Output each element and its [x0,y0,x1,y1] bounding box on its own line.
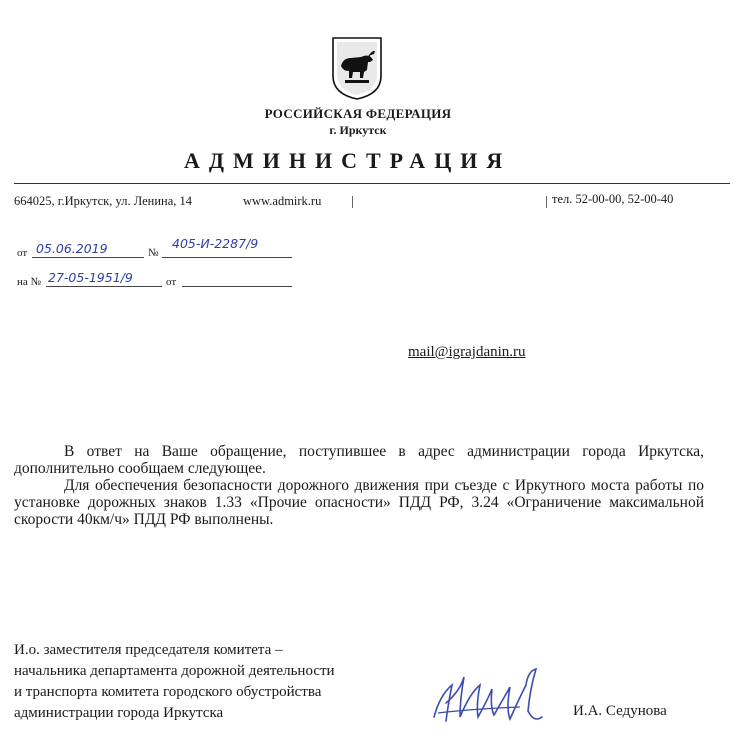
signer-line-2: начальника департамента дорожной деятельности [14,663,335,679]
header-divider [14,183,730,184]
body-paragraph-1: В ответ на Ваше обращение, поступившее в адрес администрации города Иркутска, дополнительно сообщаем следующее. [14,443,704,477]
from-label: от [17,247,28,259]
signer-line-1: И.о. заместителя председателя комитета – [14,642,283,658]
coat-of-arms-icon [331,36,383,100]
signer-name: И.А. Седунова [573,703,667,719]
letter-body [14,443,704,528]
body-paragraph-2: Для обеспечения безопасности дорожного движения при съезде с Иркутного моста работы по установке дорожных знаков 1.33 «Прочие опасности» ПДД РФ, 3.24 «Ограничение максимальной скорости 40км/ч» ПДД РФ выполнены. [14,477,704,528]
number-label: № [148,247,159,259]
org-title: АДМИНИСТРАЦИЯ [184,148,512,173]
number-value: 405-И-2287/9 [172,236,259,251]
date-value: 05.06.2019 [36,241,108,256]
country-name: РОССИЙСКАЯ ФЕДЕРАЦИЯ [264,106,452,121]
signer-line-4: администрации города Иркутска [14,705,224,721]
divider [546,196,547,208]
signer-line-3: и транспорта комитета городского обустройства [14,684,322,700]
city-name: г. Иркутск [329,123,387,137]
phone-numbers: тел. 52-00-00, 52-00-40 [552,192,674,206]
handwritten-signature [430,665,570,730]
recipient-email[interactable]: mail@igrajdanin.ru [408,344,526,360]
address: 664025, г.Иркутск, ул. Ленина, 14 [14,194,192,208]
reply-label: на № [17,276,42,288]
signer-position [14,640,335,724]
website-link[interactable]: www.admirk.ru [243,194,322,208]
reply-date-line [182,272,292,287]
reply-from-label: от [166,276,177,288]
divider [352,196,353,208]
reply-number-value: 27-05-1951/9 [48,270,133,285]
